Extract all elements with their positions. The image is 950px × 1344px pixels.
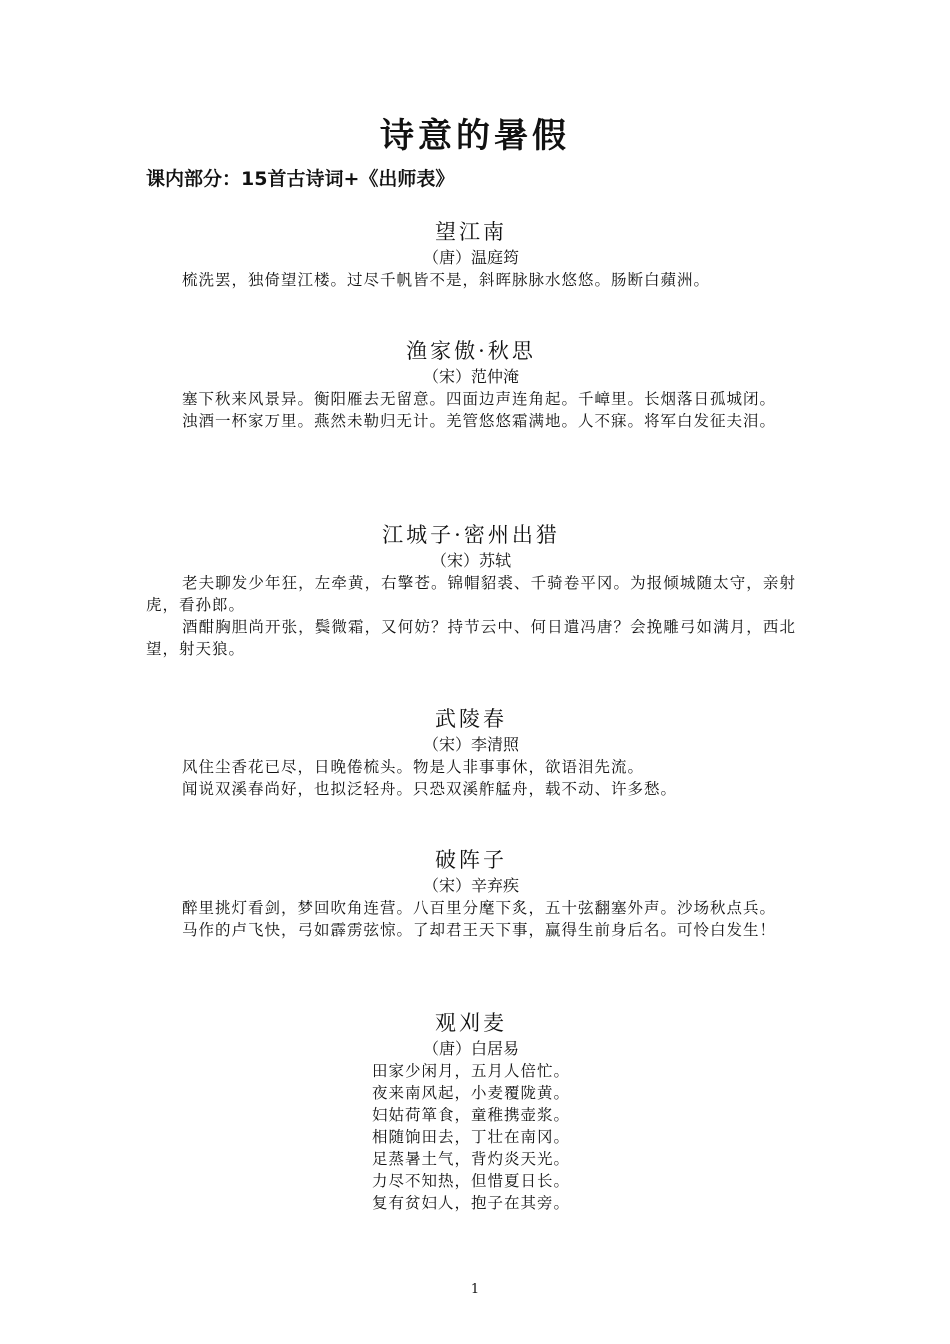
poem-yujiaao	[146, 336, 796, 432]
poem-paragraph: 塞下秋来风景异。衡阳雁去无留意。四面边声连角起。千嶂里。长烟落日孤城闭。	[182, 390, 777, 408]
page-title: 诗意的暑假	[380, 116, 570, 156]
poem-paragraph: 梳洗罢，独倚望江楼。过尽千帆皆不是，斜晖脉脉水悠悠。肠断白蘋洲。	[182, 271, 711, 289]
poem-paragraph: 老夫聊发少年狂，左牵黄，右擎苍。锦帽貂裘、千骑卷平冈。为报倾城随太守，亲射虎，看孙郎。	[146, 574, 796, 614]
poem-title: 渔家傲·秋思	[406, 339, 536, 363]
poem-author: （宋）李清照	[422, 735, 519, 754]
poem-paragraph: 酒酣胸胆尚开张，鬓微霜，又何妨？持节云中、何日遣冯唐？会挽雕弓如满月，西北望，射天狼。	[146, 618, 796, 658]
poem-paragraph: 风住尘香花已尽，日晚倦梳头。物是人非事事休，欲语泪先流。	[182, 758, 645, 776]
poem-author: （唐）白居易	[422, 1039, 519, 1058]
poem-author: （宋）范仲淹	[422, 367, 519, 386]
poem-paragraph: 马作的卢飞快，弓如霹雳弦惊。了却君王天下事，赢得生前身后名。可怜白发生！	[182, 921, 777, 939]
poem-wangjiangnan	[146, 217, 796, 291]
poem-title: 武陵春	[435, 707, 507, 731]
poem-title: 破阵子	[435, 848, 507, 872]
poem-line: 足蒸暑土气，背灼炎天光。	[371, 1150, 570, 1168]
poem-title: 观刈麦	[435, 1011, 507, 1035]
poem-paragraph: 醉里挑灯看剑，梦回吹角连营。八百里分麾下炙，五十弦翻塞外声。沙场秋点兵。	[182, 899, 777, 917]
poem-line: 相随饷田去，丁壮在南冈。	[371, 1128, 570, 1146]
poem-title: 江城子·密州出猎	[382, 523, 560, 547]
poem-line: 力尽不知热，但惜夏日长。	[371, 1172, 570, 1190]
poem-title: 望江南	[435, 220, 507, 244]
poem-pozhenzi	[146, 845, 796, 941]
poem-paragraph: 浊酒一杯家万里。燕然未勒归无计。羌管悠悠霜满地。人不寐。将军白发征夫泪。	[182, 412, 777, 430]
poem-guanyimai	[146, 1008, 796, 1214]
poem-jiangchengzi	[146, 520, 796, 660]
poem-line: 田家少闲月，五月人倍忙。	[371, 1062, 570, 1080]
poem-line: 复有贫妇人，抱子在其旁。	[371, 1194, 570, 1212]
poem-paragraph: 闻说双溪春尚好，也拟泛轻舟。只恐双溪舴艋舟，载不动、许多愁。	[182, 780, 678, 798]
section-subtitle: 课内部分：15首古诗词+《出师表》	[146, 168, 455, 190]
poem-author: （唐）温庭筠	[422, 248, 519, 267]
poem-author: （宋）苏轼	[430, 551, 511, 570]
poem-line: 妇姑荷箪食，童稚携壶浆。	[371, 1106, 570, 1124]
page-number: 1	[470, 1282, 480, 1297]
poem-line: 夜来南风起，小麦覆陇黄。	[371, 1084, 570, 1102]
poem-author: （宋）辛弃疾	[422, 876, 519, 895]
poem-wulingchun	[146, 704, 796, 800]
